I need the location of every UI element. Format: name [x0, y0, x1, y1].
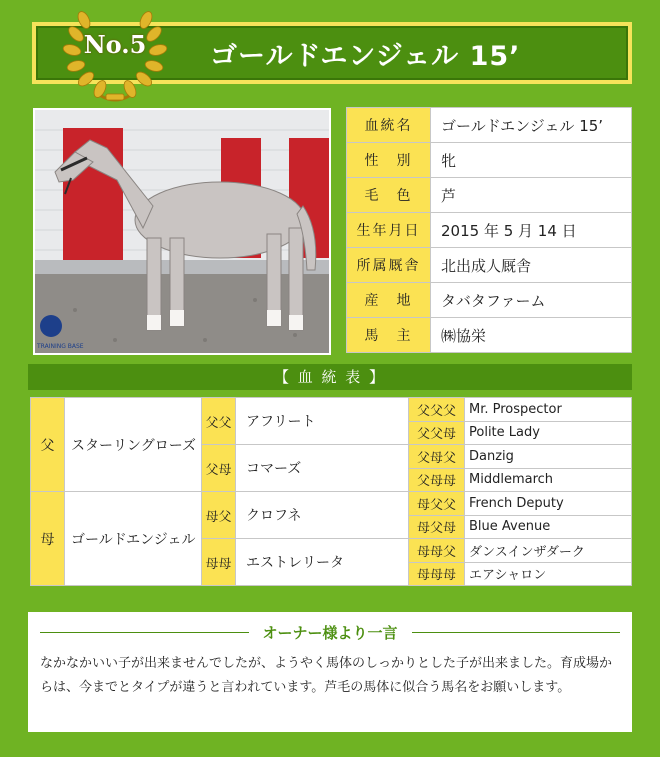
info-key: 生年月日: [347, 213, 431, 248]
info-value: 2015 年 5 月 14 日: [431, 213, 632, 248]
info-value: 牝: [431, 143, 632, 178]
horse-title: ゴールドエンジェル 15’: [210, 40, 521, 72]
gen3-name: French Deputy: [465, 492, 632, 516]
photo-watermark: TRAINING BASE: [37, 343, 84, 350]
gen3-label: 父父父: [409, 398, 465, 422]
pedigree-row: [31, 492, 632, 516]
info-value: 北出成人厩舎: [431, 248, 632, 283]
gen3-label: 父母父: [409, 445, 465, 469]
sire-name: スターリングローズ: [65, 398, 202, 492]
pedigree-table: [30, 397, 632, 586]
gen3-name: Blue Avenue: [465, 515, 632, 539]
pedigree-title: 【 血 統 表 】: [28, 364, 632, 390]
sire-label: 父: [31, 398, 65, 492]
info-key: 所属厩舎: [347, 248, 431, 283]
gen2-label: 母母: [202, 539, 236, 586]
gen3-label: 母母父: [409, 539, 465, 563]
gen3-label: 父母母: [409, 468, 465, 492]
info-value: ゴールドエンジェル 15’: [431, 108, 632, 143]
owner-heading-row: [40, 622, 620, 642]
dam-name: ゴールドエンジェル: [65, 492, 202, 586]
horse-photo: [33, 108, 331, 355]
gen2-label: 父父: [202, 398, 236, 445]
horse-number: No.5: [83, 30, 147, 59]
gen3-label: 母父父: [409, 492, 465, 516]
info-key: 性 別: [347, 143, 431, 178]
info-value: タバタファーム: [431, 283, 632, 318]
info-key: 馬 主: [347, 318, 431, 353]
info-row: [347, 248, 632, 283]
gen3-name: ダンスインザダーク: [465, 539, 632, 563]
info-value: ㈱協栄: [431, 318, 632, 353]
pedigree-row: [31, 398, 632, 422]
info-key: 血統名: [347, 108, 431, 143]
info-key: 毛 色: [347, 178, 431, 213]
gen2-name: アフリート: [236, 398, 409, 445]
divider: [412, 632, 621, 633]
gen2-name: コマーズ: [236, 445, 409, 492]
gen2-name: クロフネ: [236, 492, 409, 539]
dam-label: 母: [31, 492, 65, 586]
gen3-name: Middlemarch: [465, 468, 632, 492]
gen3-label: 父父母: [409, 421, 465, 445]
info-row: [347, 108, 632, 143]
owner-message-box: [28, 612, 632, 732]
info-row: [347, 213, 632, 248]
owner-heading: オーナー様より一言: [262, 623, 398, 642]
gen3-label: 母父母: [409, 515, 465, 539]
gen2-label: 母父: [202, 492, 236, 539]
info-value: 芦: [431, 178, 632, 213]
owner-message: なかなかいい子が出来ませんでしたが、ようやく馬体のしっかりとした子が出来ました。育成場からは、今までとタイプが違うと言われています。芦毛の馬体に似合う馬名をお願いします。: [40, 656, 613, 695]
gen3-name: Polite Lady: [465, 421, 632, 445]
gen3-name: Danzig: [465, 445, 632, 469]
horse-image: [35, 110, 329, 353]
info-key: 産 地: [347, 283, 431, 318]
gen3-label: 母母母: [409, 562, 465, 586]
gen2-name: エストレリータ: [236, 539, 409, 586]
info-row: [347, 178, 632, 213]
horse-info-table: [346, 107, 632, 353]
gen3-name: エアシャロン: [465, 562, 632, 586]
number-badge: [56, 0, 174, 110]
info-row: [347, 143, 632, 178]
info-row: [347, 283, 632, 318]
info-row: [347, 318, 632, 353]
divider: [40, 632, 249, 633]
gen3-name: Mr. Prospector: [465, 398, 632, 422]
gen2-label: 父母: [202, 445, 236, 492]
